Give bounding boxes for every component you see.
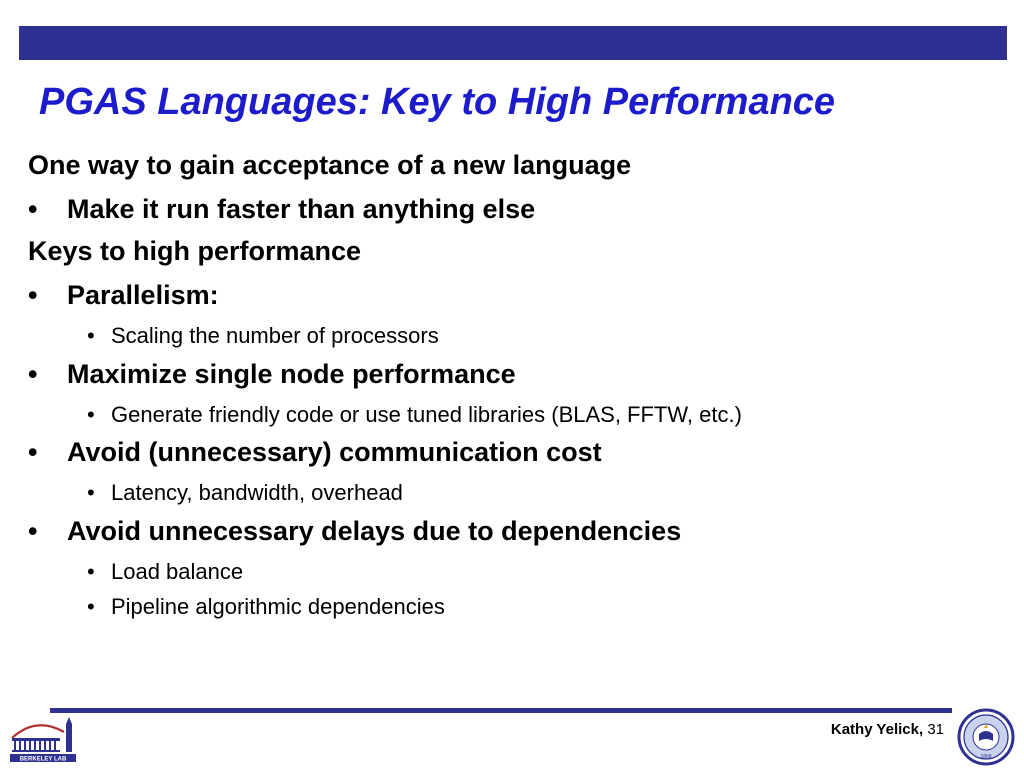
bullet-glyph: • <box>87 323 95 348</box>
footer-rule <box>50 708 952 713</box>
bullet-glyph: • <box>28 280 38 310</box>
body-line-0 <box>28 150 631 181</box>
sub-bullet-text: Generate friendly code or use tuned libraries (BLAS, FFTW, etc.) <box>111 402 742 427</box>
uc-seal-icon <box>955 708 1017 766</box>
sub-bullet-text: Load balance <box>111 559 244 584</box>
body-text: Keys to high performance <box>28 236 362 266</box>
sub-bullet-text: Scaling the number of processors <box>111 323 439 348</box>
bullet-glyph: • <box>28 359 38 389</box>
bullet-glyph: • <box>28 516 38 546</box>
body-line-2 <box>28 236 361 267</box>
bullet-text: Avoid unnecessary delays due to dependencies <box>67 516 682 546</box>
bullet-glyph: • <box>87 480 95 505</box>
berkeley-lab-logo-icon <box>6 714 84 764</box>
logo-text: BERKELEY LAB <box>19 756 67 763</box>
body-text: One way to gain acceptance of a new language <box>28 150 632 180</box>
author-name: Kathy Yelick, <box>830 721 924 738</box>
page-number: 31 <box>927 721 944 738</box>
bullet-glyph: • <box>87 594 95 619</box>
bullet-text: Parallelism: <box>67 280 219 310</box>
bullet-glyph: • <box>87 402 95 427</box>
bullet-glyph: • <box>28 437 38 467</box>
bullet-text: Maximize single node performance <box>67 359 516 389</box>
bullet-text: Avoid (unnecessary) communication cost <box>67 437 602 467</box>
sub-bullet-text: Latency, bandwidth, overhead <box>111 480 403 505</box>
bullet-text: Make it run faster than anything else <box>67 194 536 224</box>
seal-year: 1868 <box>980 754 992 760</box>
footer-author <box>831 721 944 738</box>
sub-bullet-text: Pipeline algorithmic dependencies <box>111 594 445 619</box>
slide-title: PGAS Languages: Key to High Performance <box>39 81 836 123</box>
bullet-glyph: • <box>28 194 38 224</box>
bullet-glyph: • <box>87 559 95 584</box>
